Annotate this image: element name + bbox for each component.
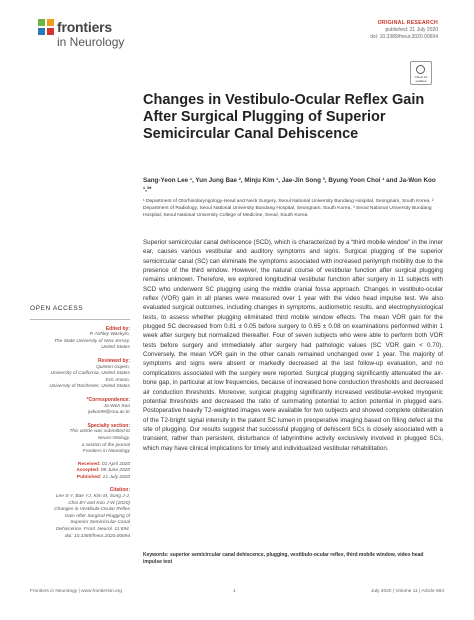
- reviewer-line: Quinton Gopen,: [96, 364, 130, 370]
- reviewer-line: Eric Anson,: [105, 377, 130, 383]
- keywords: Keywords: superior semicircular canal dehiscence, plugging, vestibulo-ocular reflex, third mobile window, video head impulse test: [143, 552, 424, 565]
- citation-line: Gain After Surgical Plugging of: [64, 513, 130, 519]
- citation-group: [30, 487, 130, 540]
- editor-line: United States: [101, 345, 130, 351]
- article-title: Changes in Vestibulo-Ocular Reflex Gain After Surgical Plugging of Superior Semicircular Canal Dehiscence: [143, 92, 425, 142]
- reviewed-by-group: [30, 358, 130, 391]
- article-meta: [370, 20, 438, 41]
- edited-by-label: Edited by:: [105, 325, 130, 332]
- reviewer-line: University of California, United States: [50, 371, 130, 377]
- published-date-sidebar: 21 July 2020: [102, 474, 130, 480]
- doi-link[interactable]: doi: 10.3389/fneur.2020.00694: [370, 34, 438, 40]
- received-date: 01 April 2020: [101, 461, 130, 467]
- dates-group: [30, 462, 130, 482]
- citation-line: Lee S-Y, Bae YJ, Kim M, Song J-J,: [55, 494, 130, 500]
- section-line: Frontiers in Neurology: [82, 449, 130, 455]
- citation-line: Choi BY and Koo J-W (2020): [68, 500, 130, 506]
- published-row: [30, 475, 130, 482]
- check-updates-label: Check for updates: [414, 75, 428, 83]
- editor-line: P. Ashley Wackym,: [89, 332, 130, 338]
- specialty-section-label: Specialty section:: [87, 422, 130, 429]
- open-access-label: OPEN ACCESS: [30, 306, 130, 320]
- journal-logo[interactable]: [38, 19, 148, 53]
- footer-issue-info: July 2020 | Volume 11 | Article 694: [370, 589, 444, 594]
- footer-journal-site[interactable]: Frontiers in Neurology | www.frontiersin.org: [30, 589, 122, 594]
- published-label: Published:: [76, 474, 102, 480]
- specialty-section-group: [30, 423, 130, 456]
- journal-name: in Neurology: [57, 35, 125, 49]
- reviewed-by-label: Reviewed by:: [98, 357, 130, 364]
- frontiers-logo-icon: [38, 19, 54, 35]
- citation-label: Citation:: [109, 487, 130, 494]
- received-label: Received:: [77, 461, 101, 467]
- citation-doi[interactable]: doi: 10.3389/fneur.2020.00694: [64, 533, 130, 539]
- page-number: 1: [233, 589, 236, 594]
- published-date: published: 21 July 2020: [385, 27, 438, 33]
- accepted-row: [30, 468, 130, 475]
- section-line: This article was submitted to: [69, 429, 130, 435]
- article-type: ORIGINAL RESEARCH: [377, 20, 438, 26]
- citation-line: Dehiscence. Front. Neurol. 11:694.: [55, 527, 130, 533]
- accepted-date: 08 June 2020: [100, 468, 130, 474]
- edited-by-group: [30, 326, 130, 352]
- correspondence-label: *Correspondence:: [86, 396, 130, 403]
- editor-line: The State University of New Jersey,: [54, 338, 130, 344]
- correspondence-email[interactable]: jwkoo99@snu.ac.kr: [88, 410, 130, 416]
- brand-name: frontiers: [57, 19, 112, 35]
- abstract-text: Superior semicircular canal dehiscence (SCD), which is characterized by a “third mobile window” in the inner ear, causes various vestibular and auditory symptoms and signs. Surgical plugging of the superior semicircular canal (SC) can eliminate the symptoms associated with increased perilymph mobility due to the presence of the third window. However, the natural course of vestibular function after surgical plugging remains unknown. Therefore, we explored longitudinal vestibular function after surgery in 11 subjects with SCD who underwent SC plugging using the middle cranial fossa approach. Changes in vestibulo-ocular reflex (VOR) gain in all planes were measured over 1 year with the video head impulse test. We also evaluated surgical outcomes, including changes in symptoms, audiometric results, and electrophysiological tests, to assess whether plugging eliminated third mobile window effects. The mean VOR gain for the plugged SC decreased from 0.81 ± 0.05 before surgery to 0.65 ± 0.08 on examinations performed within 1 week after surgery but normalized thereafter. Four of seven subjects who were able to perform both VOR tests before surgery and immediately after surgery had pathologic values (SC VOR gain < 0.70). Conversely, the mean VOR gain in the other canals remained unchanged over 1 year. The majority of symptoms and signs were absent or markedly decreased at the last follow-up evaluation, and no complications associated with the surgery were reported. Surgical plugging significantly attenuated the air-bone gap, in particular at low frequencies, because of increased bone conduction thresholds and decreased air conduction thresholds. Moreover, surgical plugging significantly increased vestibular-evoked myogenic potential thresholds and decreased the ratio of summating potential to action potential in plugged ears. Postoperative heavily T2-weighted images were available for two subjects and showed complete obliteration of the T2-bright signal intensity in the patent SC lumen in preoperative imaging based on filling defect at the site of plugging. Our results suggest that successful plugging of dehiscent SCs is closely associated with a transient, rather than persistent, disturbance of labyrinthine activity exclusively involved in plugged SCs, which may have clinical implications for timely and individualized vestibular rehabilitation.: [143, 239, 443, 452]
- update-icon: [416, 65, 425, 74]
- author-list[interactable]: Sang-Yeon Lee ¹, Yun Jung Bae ², Minju Kim ¹, Jae-Jin Song ³, Byung Yoon Choi ¹ and Ja-Won Koo ¹,³*: [143, 177, 436, 193]
- citation-line: Changes in Vestibulo-Ocular Reflex: [54, 507, 130, 513]
- correspondence-name: Ja-Won Koo: [103, 403, 130, 409]
- section-line: a section of the journal: [81, 442, 130, 448]
- citation-line: Superior Semicircular Canal: [70, 520, 130, 526]
- affiliations: ¹ Department of Otorhinolaryngology-Head and Neck Surgery, Seoul National University Bundang Hospital, Seongnam, South Korea, ² Department of Radiology, Seoul National University Bundang Hospital, Seongnam, South Korea, ³ Seoul National University Bundang Hospital, Seoul National University College of Medicine, Seoul, South Korea: [143, 199, 434, 218]
- article-sidebar: [30, 306, 130, 546]
- section-line: Neuro-Otology,: [97, 435, 130, 441]
- accepted-label: Accepted:: [76, 468, 100, 474]
- reviewer-line: University of Rochester, United States: [49, 384, 130, 390]
- check-updates-badge[interactable]: [410, 61, 432, 85]
- correspondence-group: [30, 397, 130, 417]
